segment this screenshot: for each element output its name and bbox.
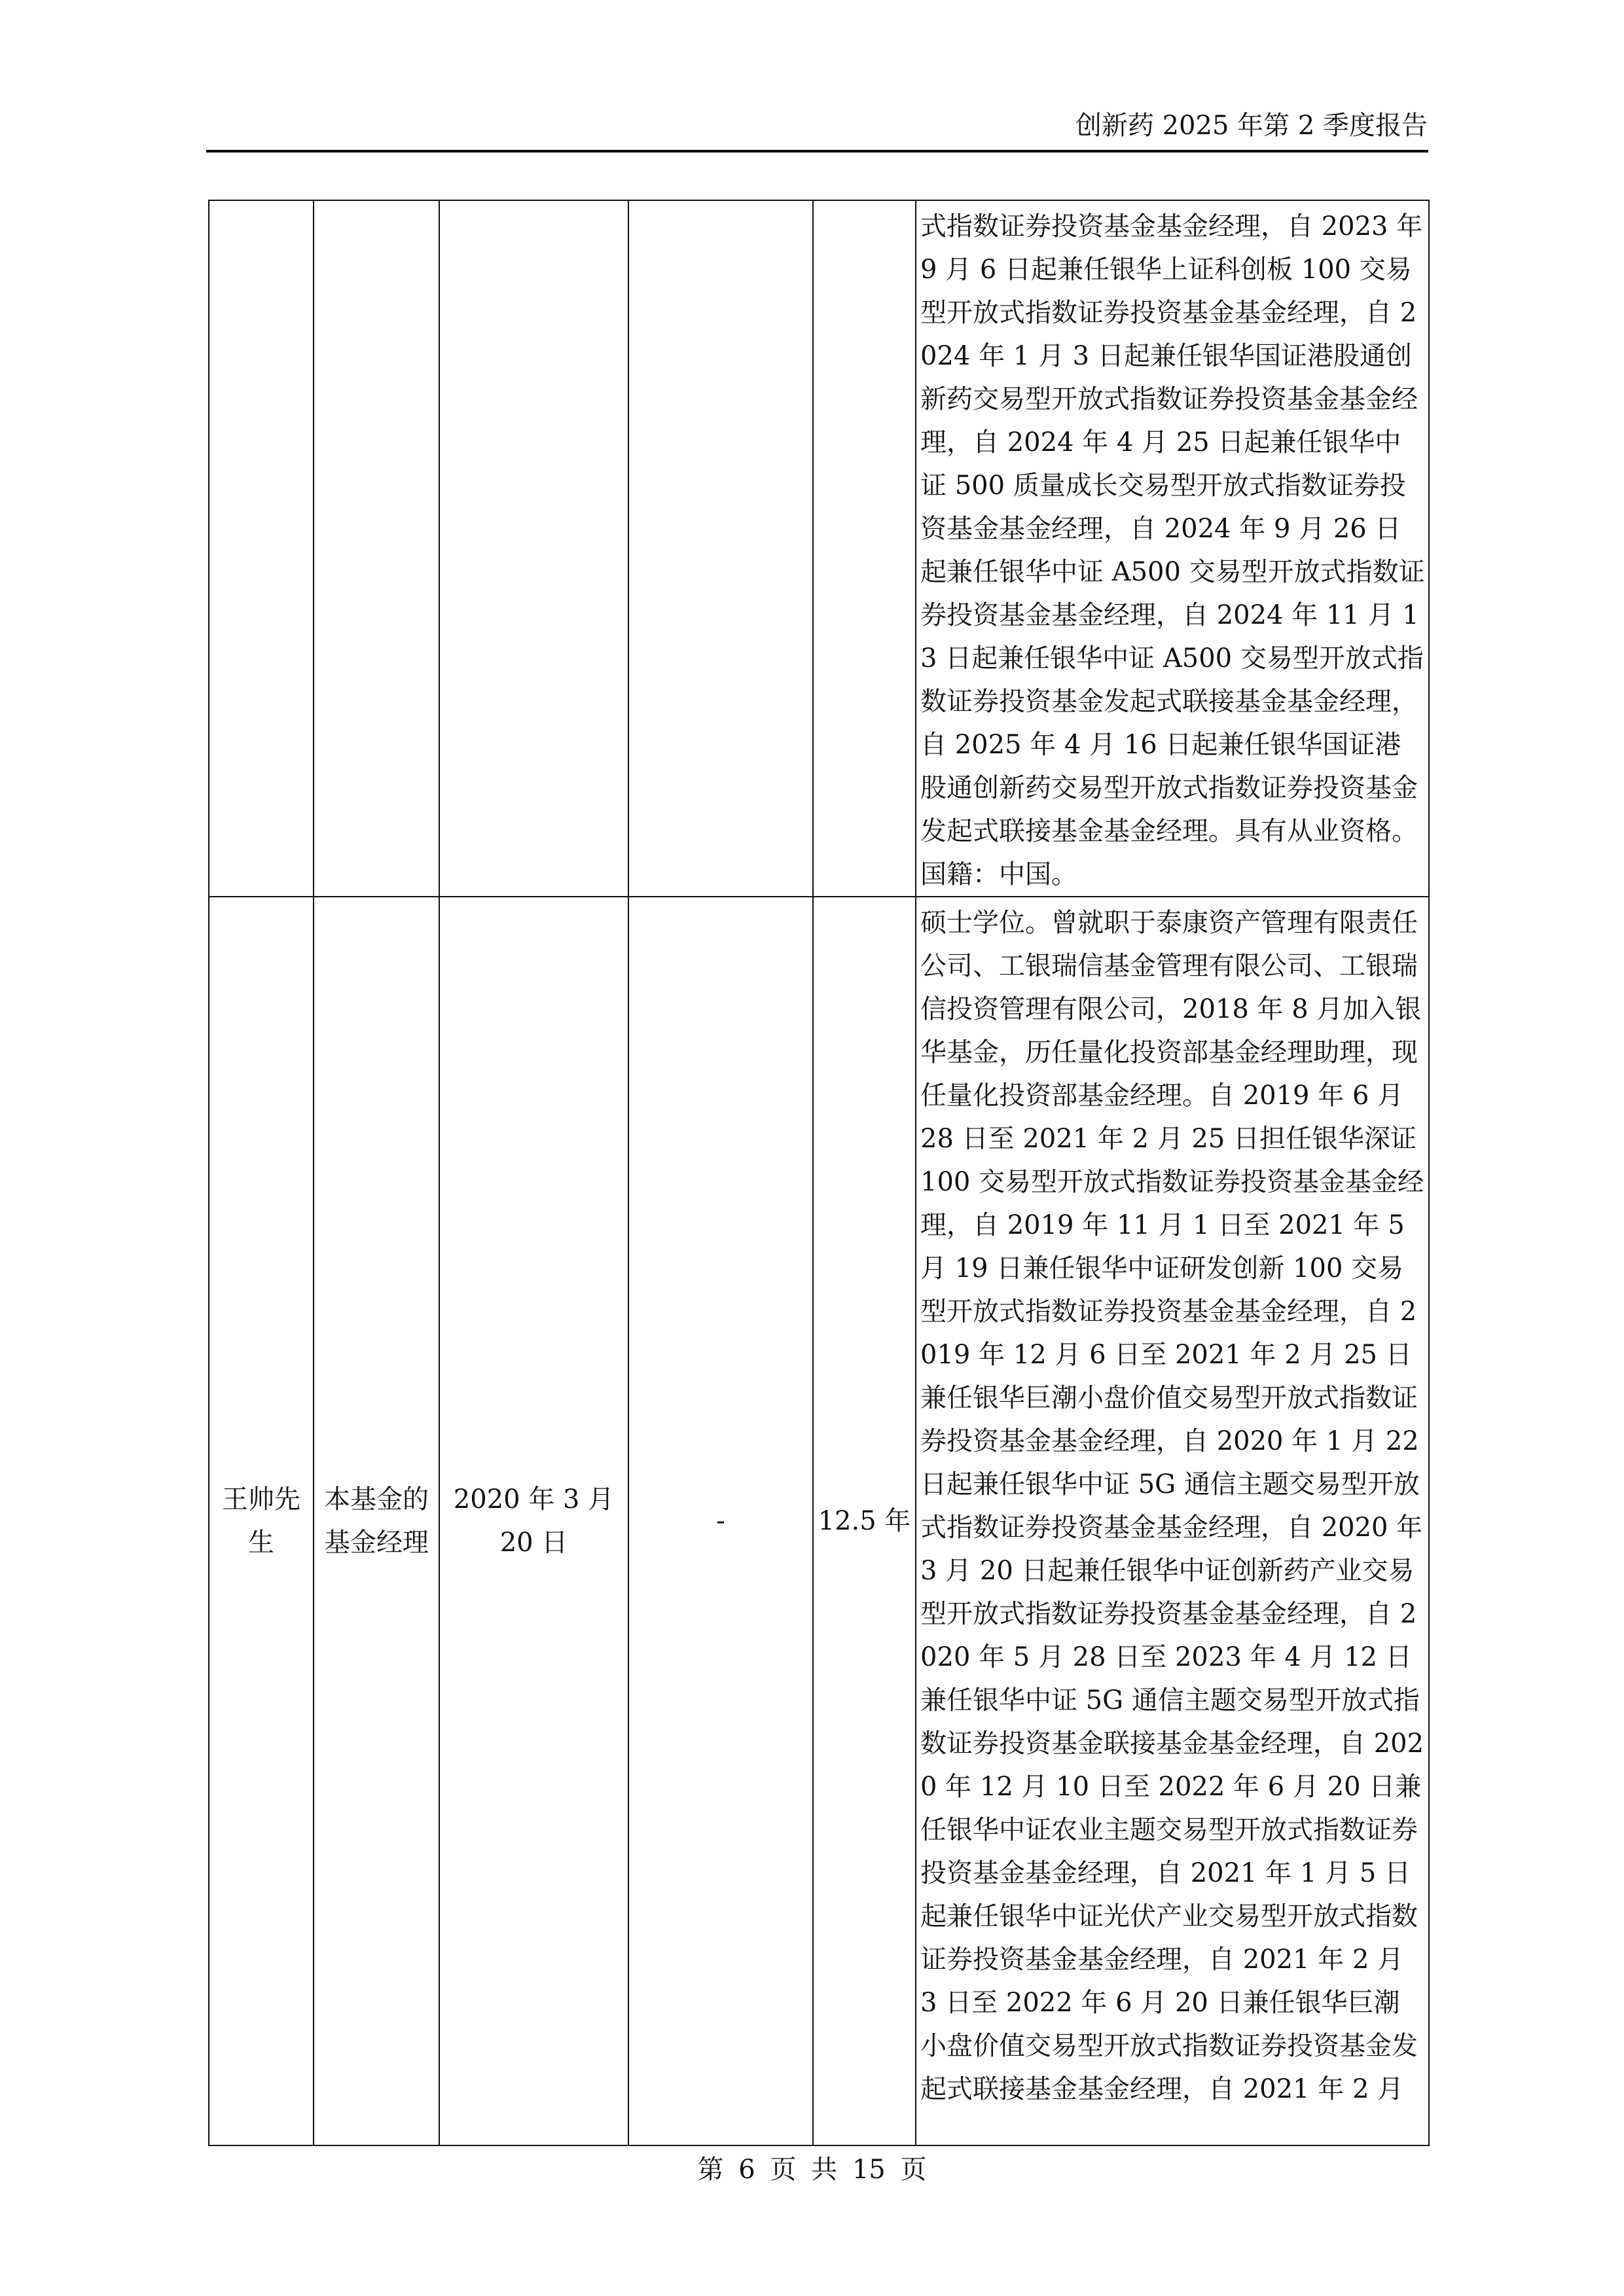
experience-years-cell	[813, 200, 916, 897]
manager-name-cell: 王帅先生	[209, 897, 314, 2145]
experience-years-cell: 12.5 年	[813, 897, 916, 2145]
report-header-title: 创新药 2025 年第 2 季度报告	[1075, 111, 1428, 141]
manager-position-cell: 本基金的基金经理	[314, 897, 439, 2145]
tenure-end-cell: -	[628, 897, 813, 2145]
manager-position-cell	[314, 200, 439, 897]
tenure-end-cell	[628, 200, 813, 897]
page-number: 第 6 页 共 15 页	[697, 2155, 927, 2185]
manager-bio-cell: 硕士学位。曾就职于泰康资产管理有限责任公司、工银瑞信基金管理有限公司、工银瑞信投资管理有限公司，2018 年 8 月加入银华基金，历任量化投资部基金经理助理，现任量化投资部基金经理。自 2019 年 6 月 28 日至 2021 年 2 月 25 日担任银华深证 100 交易型开放式指数证券投资基金基金经理，自 2019 年 11 月 1 日至 2021 年 5 月 19 日兼任银华中证研发创新 100 交易型开放式指数证券投资基金基金经理，自 2019 年 12 月 6 日至 2021 年 2 月 25 日兼任银华巨潮小盘价值交易型开放式指数证券投资基金基金经理，自 2020 年 1 月 22 日起兼任银华中证 5G 通信主题交易型开放式指数证券投资基金基金经理，自 2020 年 3 月 20 日起兼任银华中证创新药产业交易型开放式指数证券投资基金基金经理，自 2020 年 5 月 28 日至 2023 年 4 月 12 日兼任银华中证 5G 通信主题交易型开放式指数证券投资基金联接基金基金经理，自 2020 年 12 月 10 日至 2022 年 6 月 20 日兼任银华中证农业主题交易型开放式指数证券投资基金基金经理，自 2021 年 1 月 5 日起兼任银华中证光伏产业交易型开放式指数证券投资基金基金经理，自 2021 年 2 月 3 日至 2022 年 6 月 20 日兼任银华巨潮小盘价值交易型开放式指数证券投资基金发起式联接基金基金经理，自 2021 年 2 月	[916, 897, 1429, 2145]
header-divider	[206, 150, 1428, 152]
tenure-start-cell: 2020 年 3 月 20 日	[439, 897, 628, 2145]
table-row	[209, 897, 1429, 2145]
manager-bio-cell: 式指数证券投资基金基金经理，自 2023 年 9 月 6 日起兼任银华上证科创板 100 交易型开放式指数证券投资基金基金经理，自 2024 年 1 月 3 日起兼任银华国证港股通创新药交易型开放式指数证券投资基金基金经理，自 2024 年 4 月 25 日起兼任银华中证 500 质量成长交易型开放式指数证券投资基金基金经理，自 2024 年 9 月 26 日起兼任银华中证 A500 交易型开放式指数证券投资基金基金经理，自 2024 年 11 月 13 日起兼任银华中证 A500 交易型开放式指数证券投资基金发起式联接基金基金经理，自 2025 年 4 月 16 日起兼任银华国证港股通创新药交易型开放式指数证券投资基金发起式联接基金基金经理。具有从业资格。国籍：中国。	[916, 200, 1429, 897]
fund-manager-table	[208, 200, 1430, 2146]
tenure-start-cell	[439, 200, 628, 897]
manager-name-cell	[209, 200, 314, 897]
table-row	[209, 200, 1429, 897]
